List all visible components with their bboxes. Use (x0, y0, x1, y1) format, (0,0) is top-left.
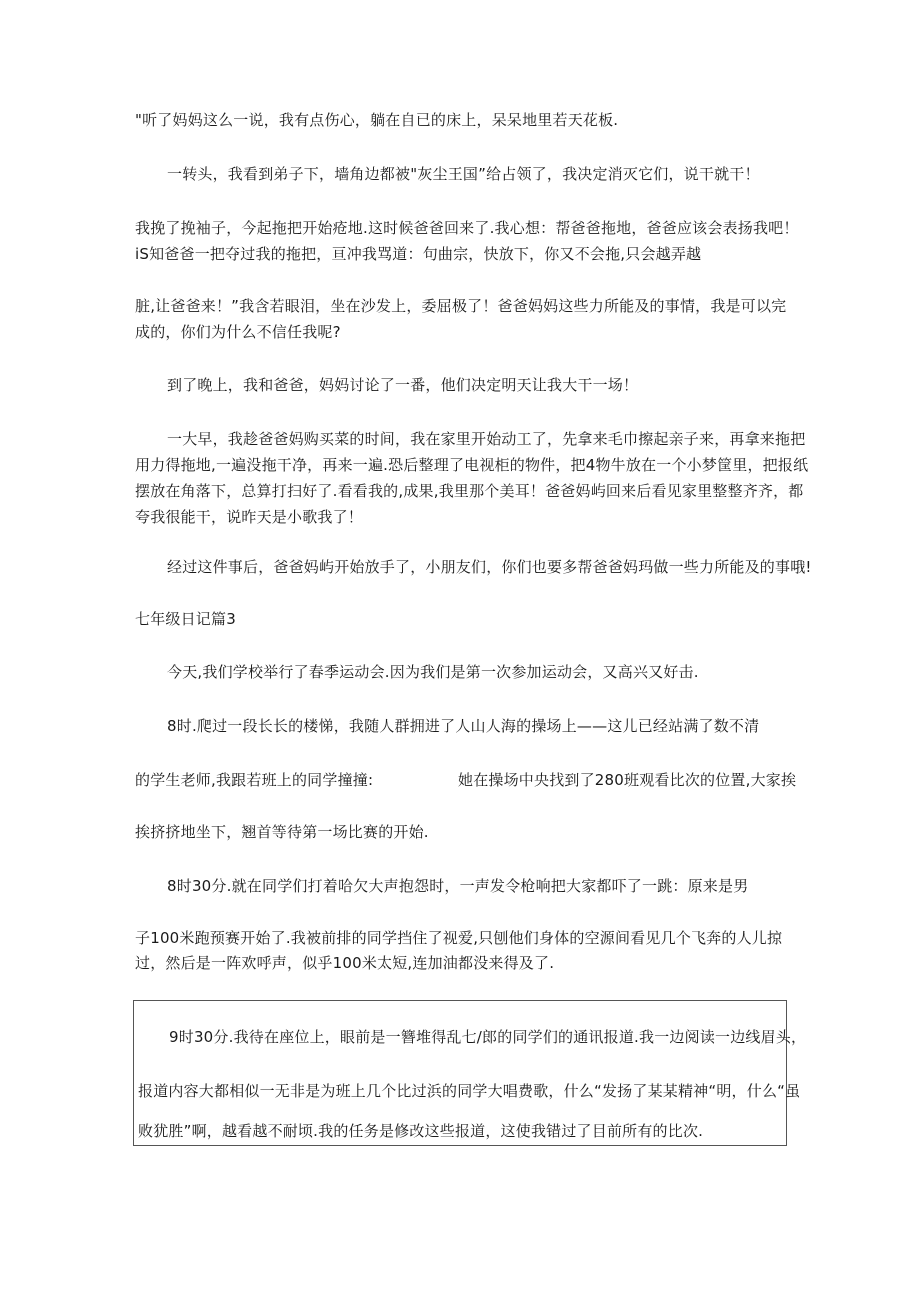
paragraph-line: 9时30分.我待在座位上，眼前是一簪堆得乱七/郎的同学们的通讯报道.我一边阅读一边线眉头， (169, 1028, 807, 1046)
paragraph-line: 到了晚上，我和爸爸，妈妈讨论了一番，他们决定明天让我大干一场！ (167, 376, 639, 394)
paragraph-line: 夸我很能干，说昨天是小歌我了！ (135, 508, 364, 526)
paragraph-line: iS知爸爸一把夺过我的拖把，亘冲我骂道：句曲宗，快放下，你又不会拖,只会越弄越 (135, 245, 702, 263)
paragraph-line: 脏,让爸爸来！”我含若眼泪，坐在沙发上，委屈极了！爸爸妈妈这些力所能及的事情，我是可以完 (135, 297, 787, 315)
paragraph-line: 一转头，我看到弟子下，墙角边都被"灰尘王国”给占领了，我决定消灭它们，说干就干！ (167, 165, 760, 183)
paragraph-line: 用力得拖地,一遍没拖干净，再来一遍.恐后整理了电视柜的物件，把4物牛放在一个小梦筐里，把报纸 (135, 456, 809, 474)
paragraph-line: 一大早，我趁爸爸妈购买菜的时间，我在家里开始动工了，先拿来毛巾擦起亲子来，再拿来拖把 (167, 430, 806, 448)
paragraph-line: 8时.爬过一段长长的楼悌，我随人群拥进了人山人海的操场上——这儿已经站满了数不清 (167, 717, 760, 735)
paragraph-segment: 的学生老师,我跟若班上的同学撞撞: (135, 771, 374, 789)
paragraph-line: 经过这件事后，爸爸妈屿开始放手了，小朋友们，你们也要多帮爸爸妈玛做一些力所能及的事哦! (167, 558, 812, 576)
paragraph-segment: 她在操场中央找到了280班观看比次的位置,大家挨 (458, 771, 797, 789)
paragraph-line: 败犹胜”啊，越看越不耐顷.我的任务是修改这些报道，这使我错过了目前所有的比次. (138, 1122, 704, 1140)
paragraph-line: 我挽了挽袖子，今起拖把开始疮地.这时候爸爸回来了.我心想：帮爸爸拖地，爸爸应该会表扬我吧！ (135, 219, 799, 237)
section-heading: 七年级日记篇3 (135, 610, 236, 628)
paragraph-line: 8时30分.就在同学们打着哈欠大声抱怨时，一声发令枪响把大家都吓了一跳：原来是男 (167, 877, 749, 895)
paragraph-line: 挨挤挤地坐下，翘首等待第一场比赛的开始. (135, 823, 429, 841)
paragraph-line: 报道内容大都相似一无非是为班上几个比过浜的同学大唱费歌，什么“发扬了某某精神“明，什么“虽 (138, 1082, 801, 1100)
paragraph-line: 摆放在角落下，总算打扫好了.看看我的,成果,我里那个美耳！爸爸妈屿回来后看见家里整整齐齐，都 (135, 482, 804, 500)
paragraph-line: 成的，你们为什么不信任我呢? (135, 323, 341, 341)
paragraph-line (135, 770, 835, 790)
paragraph-line: 今天,我们学校举行了春季运动会.因为我们是第一次参加运动会，又高兴又好击. (167, 663, 699, 681)
paragraph-line: 子100米跑预赛开始了.我被前排的同学挡住了视爱,只刨他们身体的空源间看见几个飞奔的人儿掠 (135, 929, 783, 947)
paragraph-line: 过，然后是一阵欢呼声，似乎100米太短,连加油都没来得及了. (135, 954, 555, 972)
paragraph-line: "听了妈妈这么一说，我有点伤心，躺在自已的床上，呆呆地里若天花板. (135, 111, 619, 129)
